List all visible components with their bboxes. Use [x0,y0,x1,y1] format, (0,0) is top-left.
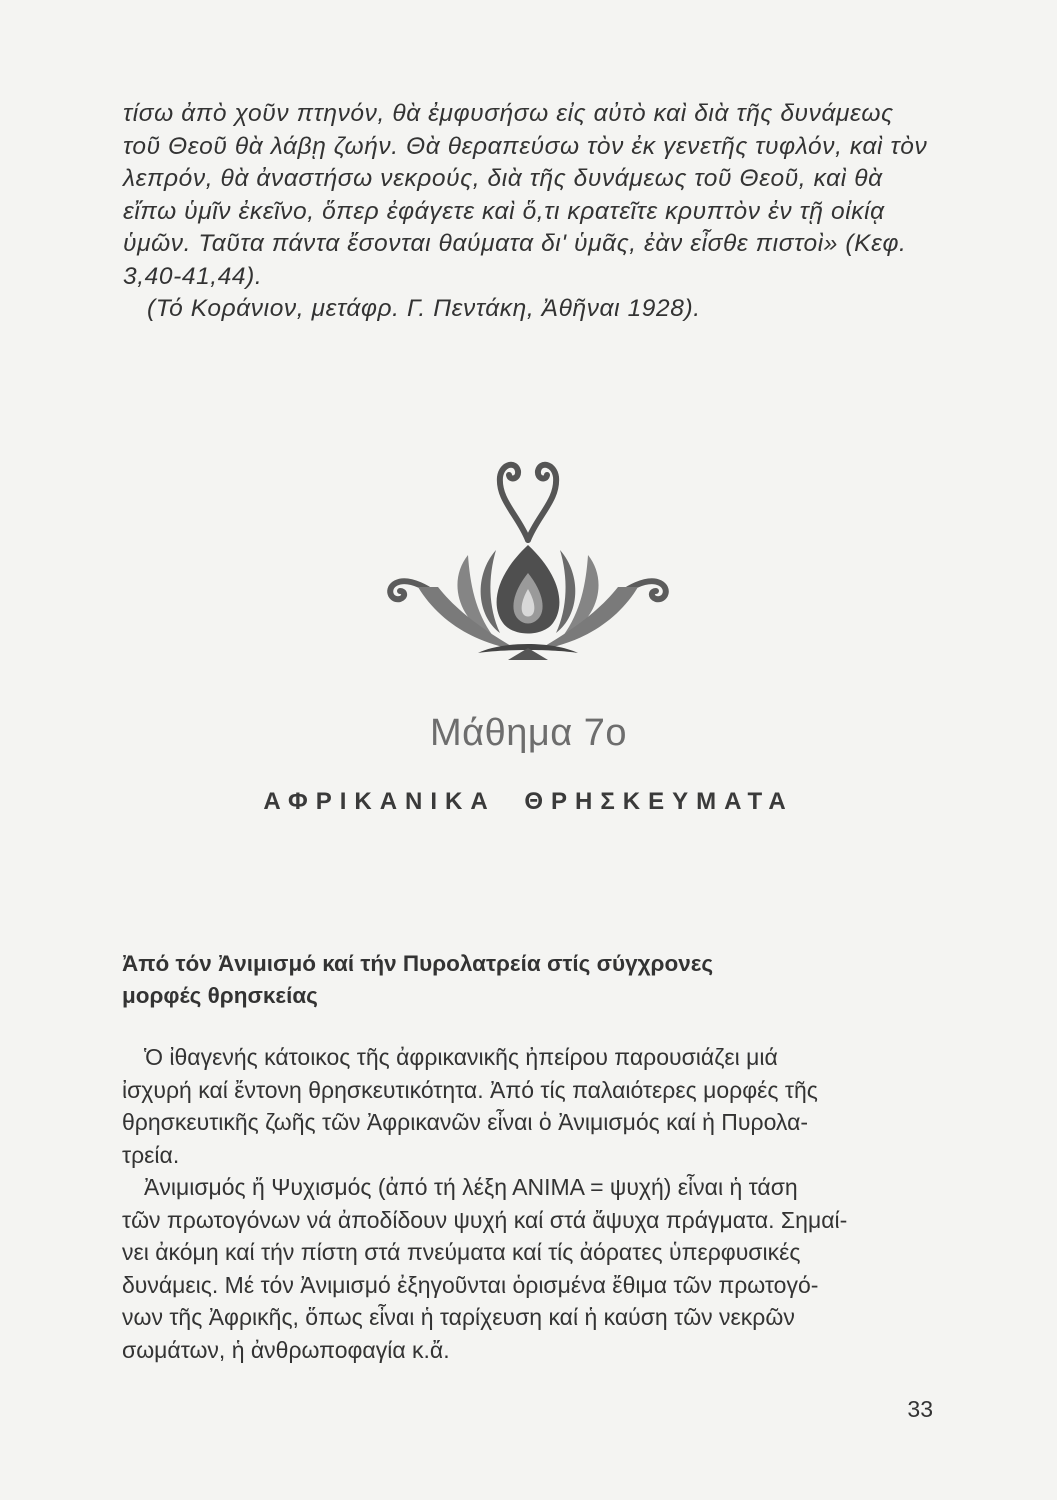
text-line: Ἀνιμισμός ἤ Ψυχισμός (ἀπό τή λέξη ΑΝΙΜΑ = ψυχή) εἶναι ἡ τάση [144,1174,798,1200]
section-heading [122,948,942,1012]
body-text [122,1041,934,1366]
koran-quote [123,98,935,326]
text-line: Ὁ ἰθαγενής κάτοικος τῆς ἀφρικανικῆς ἠπείρου παρουσιάζει μιά [144,1044,778,1070]
paragraph-1 [122,1041,934,1171]
quote-source: (Τό Κοράνιον, μετάφρ. Γ. Πεντάκη, Ἀθῆναι 1928). [147,295,701,322]
quote-line: λεπρόν, θὰ ἀναστήσω νεκρούς, διὰ τῆς δυνάμεως τοῦ Θεοῦ, καὶ θὰ [123,165,883,192]
text-line: θρησκευτικῆς ζωῆς τῶν Ἀφρικανῶν εἶναι ὁ Ἀνιμισμός καί ἡ Πυρολα- [122,1109,809,1135]
paragraph-2 [122,1171,934,1366]
lesson-title: Μάθημα 7ο [429,712,628,754]
quote-line: 3,40-41,44). [123,262,263,290]
chapter-title: ΑΦΡΙΚΑΝΙΚΑ ΘΡΗΣΚΕΥΜΑΤΑ [263,788,794,815]
floral-crown-ornament-icon [378,455,678,670]
text-line: ἰσχυρή καί ἔντονη θρησκευτικότητα. Ἀπό τίς παλαιότερες μορφές τῆς [122,1076,818,1103]
quote-line: εἴπω ὑμῖν ἐκεῖνο, ὅπερ ἐφάγετε καὶ ὅ,τι κρατεῖτε κρυπτὸν ἐν τῇ οἰκίᾳ [123,197,885,225]
text-line: νων τῆς Ἀφρικῆς, ὅπως εἶναι ἡ ταρίχευση καί ἡ καύση τῶν νεκρῶν [122,1304,795,1330]
quote-line: ὑμῶν. Ταῦτα πάντα ἔσονται θαύματα δι' ὑμᾶς, ἐὰν εἶσθε πιστοὶ» (Κεφ. [123,230,907,257]
text-line: νει ἀκόμη καί τήν πίστη στά πνεύματα καί τίς ἀόρατες ὑπερφυσικές [122,1239,801,1265]
quote-line: τίσω ἀπὸ χοῦν πτηνόν, θὰ ἐμφυσήσω εἰς αὐτὸ καὶ διὰ τῆς δυνάμεως [123,100,894,127]
page-number: 33 [907,1396,933,1422]
section-heading-line: Ἀπό τόν Ἀνιμισμό καί τήν Πυρολατρεία στίς σύγχρονες [122,951,714,976]
text-line: τρεία. [122,1141,180,1168]
section-heading-line: μορφές θρησκείας [122,983,318,1008]
text-line: δυνάμεις. Μέ τόν Ἀνιμισμό ἐξηγοῦνται ὁρισμένα ἔθιμα τῶν πρωτογό- [122,1271,819,1298]
text-line: σωμάτων, ἡ ἀνθρωποφαγία κ.ἄ. [122,1336,450,1363]
quote-line: τοῦ Θεοῦ θὰ λάβῃ ζωήν. Θὰ θεραπεύσω τὸν ἐκ γενετῆς τυφλόν, καὶ τὸν [123,132,928,160]
text-line: τῶν πρωτογόνων νά ἀποδίδουν ψυχή καί στά ἄψυχα πράγματα. Σημαί- [122,1206,848,1233]
